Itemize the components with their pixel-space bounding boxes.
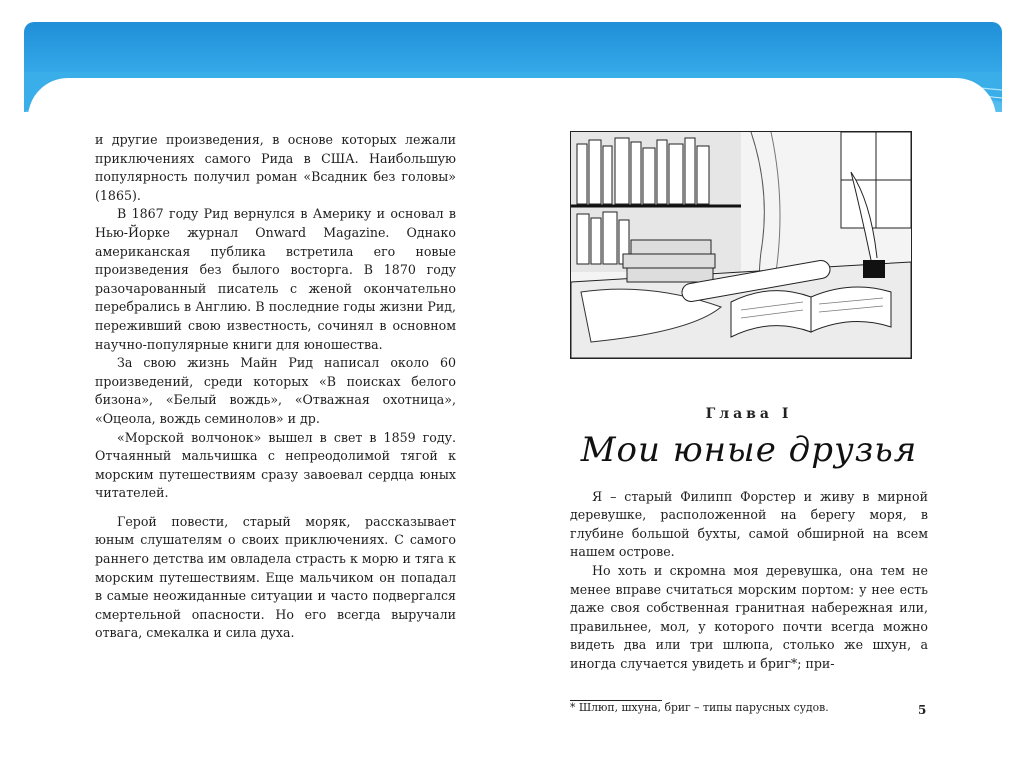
left-paragraph-5: Герой повести, старый моряк, рассказывает юным слушателям о своих приключениях. С самого раннего детства им овладела страсть к морю и тяга к морским путешествиям. Еще мальчиком он попадал в самые неожиданные ситуации и часто подвергался смертельной опасности. Но его всегда выручали отвага, смекалка и сила духа.: [95, 513, 456, 641]
right-page: [570, 131, 928, 715]
chapter-number: Глава I: [705, 406, 793, 422]
chapter-text: [570, 488, 928, 674]
footnote: * Шлюп, шхуна, бриг – типы парусных судов.: [570, 700, 829, 714]
left-paragraph-1: и другие произведения, в основе которых лежали приключениях самого Рида в США. Наибольшую популярность получил роман «Всадник без головы» (1865).: [95, 132, 456, 203]
chapter-illustration: [570, 131, 912, 359]
page-number: 5: [918, 703, 927, 717]
right-paragraph-2: Но хоть и скромна моя деревушка, она тем не менее вправе считаться морским портом: у нее есть даже своя собственная гранитная набережная или, правильнее, мол, у которого почти всегда можно видеть два или три шлюпа, столько же шхун, а иногда случается увидеть и бриг*; при-: [570, 562, 928, 671]
left-paragraph-2: В 1867 году Рид вернулся в Америку и основал в Нью-Йорке журнал Onward Magazine. Однако американская публика встретила его новые произведения без былого восторга. В 1870 году разочарованный писатель с женой окончательно перебрались в Англию. В последние годы жизни Рид, переживший свою известность, сочинял в основном научно-популярные книги для юношества.: [95, 206, 456, 352]
right-paragraph-1: Я – старый Филипп Форстер и живу в мирной деревушке, расположенной на берегу моря, в глубине большой бухты, самой обширной на всем нашем острове.: [570, 488, 928, 560]
left-paragraph-3: За свою жизнь Майн Рид написал около 60 произведений, среди которых «В поисках белого бизона», «Белый вождь», «Отважная охотница», «Оцеола, вождь семинолов» и др.: [95, 355, 456, 426]
chapter-title: Мои юные друзья: [580, 429, 918, 470]
left-paragraph-4: «Морской волчонок» вышел в свет в 1859 году. Отчаянный мальчишка с непреодолимой тягой к морским путешествиям сразу завоевал сердца юных читателей.: [95, 429, 456, 501]
left-page: [95, 131, 456, 643]
